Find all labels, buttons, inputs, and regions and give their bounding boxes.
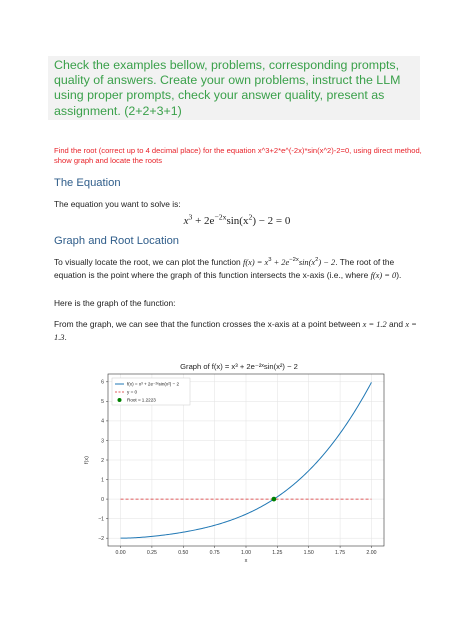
chart-legend xyxy=(112,378,190,405)
para1-part-g: ). xyxy=(396,270,402,280)
y-tick-label: 6 xyxy=(101,379,104,386)
assignment-instructions-text: Check the examples bellow, problems, corresponding prompts, quality of answers. Create your own problems, instruct the LLM using proper prompts, check your answer quality, present as assignment. (2+2+3+1) xyxy=(54,58,401,118)
para1-exp-m2x: −2x xyxy=(289,257,299,264)
para3-and: and xyxy=(386,319,406,329)
y-tick-label: 5 xyxy=(101,399,104,406)
para1-fx-eq-0: f(x) = 0 xyxy=(370,271,397,280)
para1-exp-3: 3 xyxy=(268,257,272,264)
para1-part-e: . The root of the equation is the point where the graph of this function intersects the x-axis (i.e., where xyxy=(54,257,395,280)
eq-exp-3: 3 xyxy=(188,212,193,222)
problem-statement xyxy=(54,146,434,167)
para3-x-1-3: x = 1.3 xyxy=(54,320,417,342)
eq-plus-2e: + 2e xyxy=(192,215,215,227)
eq-exp-2: 2 xyxy=(248,212,253,222)
y-tick-label: 4 xyxy=(101,418,104,425)
x-tick-label: 2.00 xyxy=(366,550,377,556)
graph-conclusion-paragraph xyxy=(54,318,426,344)
legend-swatch-root xyxy=(118,398,122,402)
chart-title: Graph of f(x) = x³ + 2e⁻²ˣsin(x²) − 2 xyxy=(180,362,298,371)
x-tick-label: 1.75 xyxy=(335,550,346,556)
para1-sin: sin(x xyxy=(298,258,316,267)
equation-display xyxy=(0,212,474,227)
y-tick-label: 1 xyxy=(101,477,104,484)
legend-label-function: f(x) = x³ + 2e⁻²ˣsin(x²) − 2 xyxy=(127,381,180,387)
para3-x-1-2: x = 1.2 xyxy=(362,320,387,329)
x-axis-label: x xyxy=(244,558,248,564)
x-ticks xyxy=(115,546,376,556)
x-tick-label: 0.75 xyxy=(209,550,220,556)
x-tick-label: 0.50 xyxy=(178,550,189,556)
function-graph xyxy=(64,358,398,572)
para3-part-a: From the graph, we can see that the function crosses the x-axis at a point between xyxy=(54,319,363,329)
assignment-instructions-box xyxy=(48,56,420,120)
root-marker xyxy=(271,497,276,502)
heading-the-equation: The Equation xyxy=(54,177,121,189)
eq-end: ) − 2 = 0 xyxy=(252,215,291,227)
graph-explanation-paragraph xyxy=(54,256,426,282)
para1-minus-2: ) − 2 xyxy=(318,258,336,267)
eq-x: x xyxy=(183,215,189,227)
para1-exp-2: 2 xyxy=(315,257,319,264)
x-tick-label: 0.00 xyxy=(115,550,126,556)
y-axis-label: f(x) xyxy=(84,456,90,464)
y-tick-label: −2 xyxy=(98,535,104,542)
legend-label-root: Root ≈ 1.2223 xyxy=(127,397,156,403)
para3-period: . xyxy=(64,332,67,342)
para1-part-a: To visually locate the root, we can plot the function xyxy=(54,257,244,267)
legend-label-zero-line: y = 0 xyxy=(127,389,138,395)
y-tick-label: 0 xyxy=(101,496,104,503)
y-tick-label: −1 xyxy=(98,516,104,523)
x-tick-label: 1.25 xyxy=(272,550,283,556)
para1-fx: f(x) = x xyxy=(243,258,269,267)
graph-intro-paragraph: Here is the graph of the function: xyxy=(54,298,176,308)
x-tick-label: 1.00 xyxy=(240,550,252,556)
y-tick-label: 2 xyxy=(101,457,104,464)
equation-intro: The equation you want to solve is: xyxy=(54,199,181,209)
problem-statement-text: Find the root (correct up to 4 decimal place) for the equation x^3+2*e^(-2x)*sin(x^2)-2=0, using direct method, show graph and locate the roots xyxy=(54,146,422,166)
eq-exp-minus-2x: −2x xyxy=(214,212,227,222)
function-graph-svg xyxy=(64,358,398,572)
para1-plus-2e: + 2e xyxy=(271,258,290,267)
heading-graph-root-location: Graph and Root Location xyxy=(54,235,180,247)
y-ticks xyxy=(98,380,108,542)
x-tick-label: 0.25 xyxy=(146,550,157,556)
x-tick-label: 1.50 xyxy=(303,550,314,556)
y-tick-label: 3 xyxy=(101,438,104,445)
eq-sin: sin(x xyxy=(226,215,249,227)
